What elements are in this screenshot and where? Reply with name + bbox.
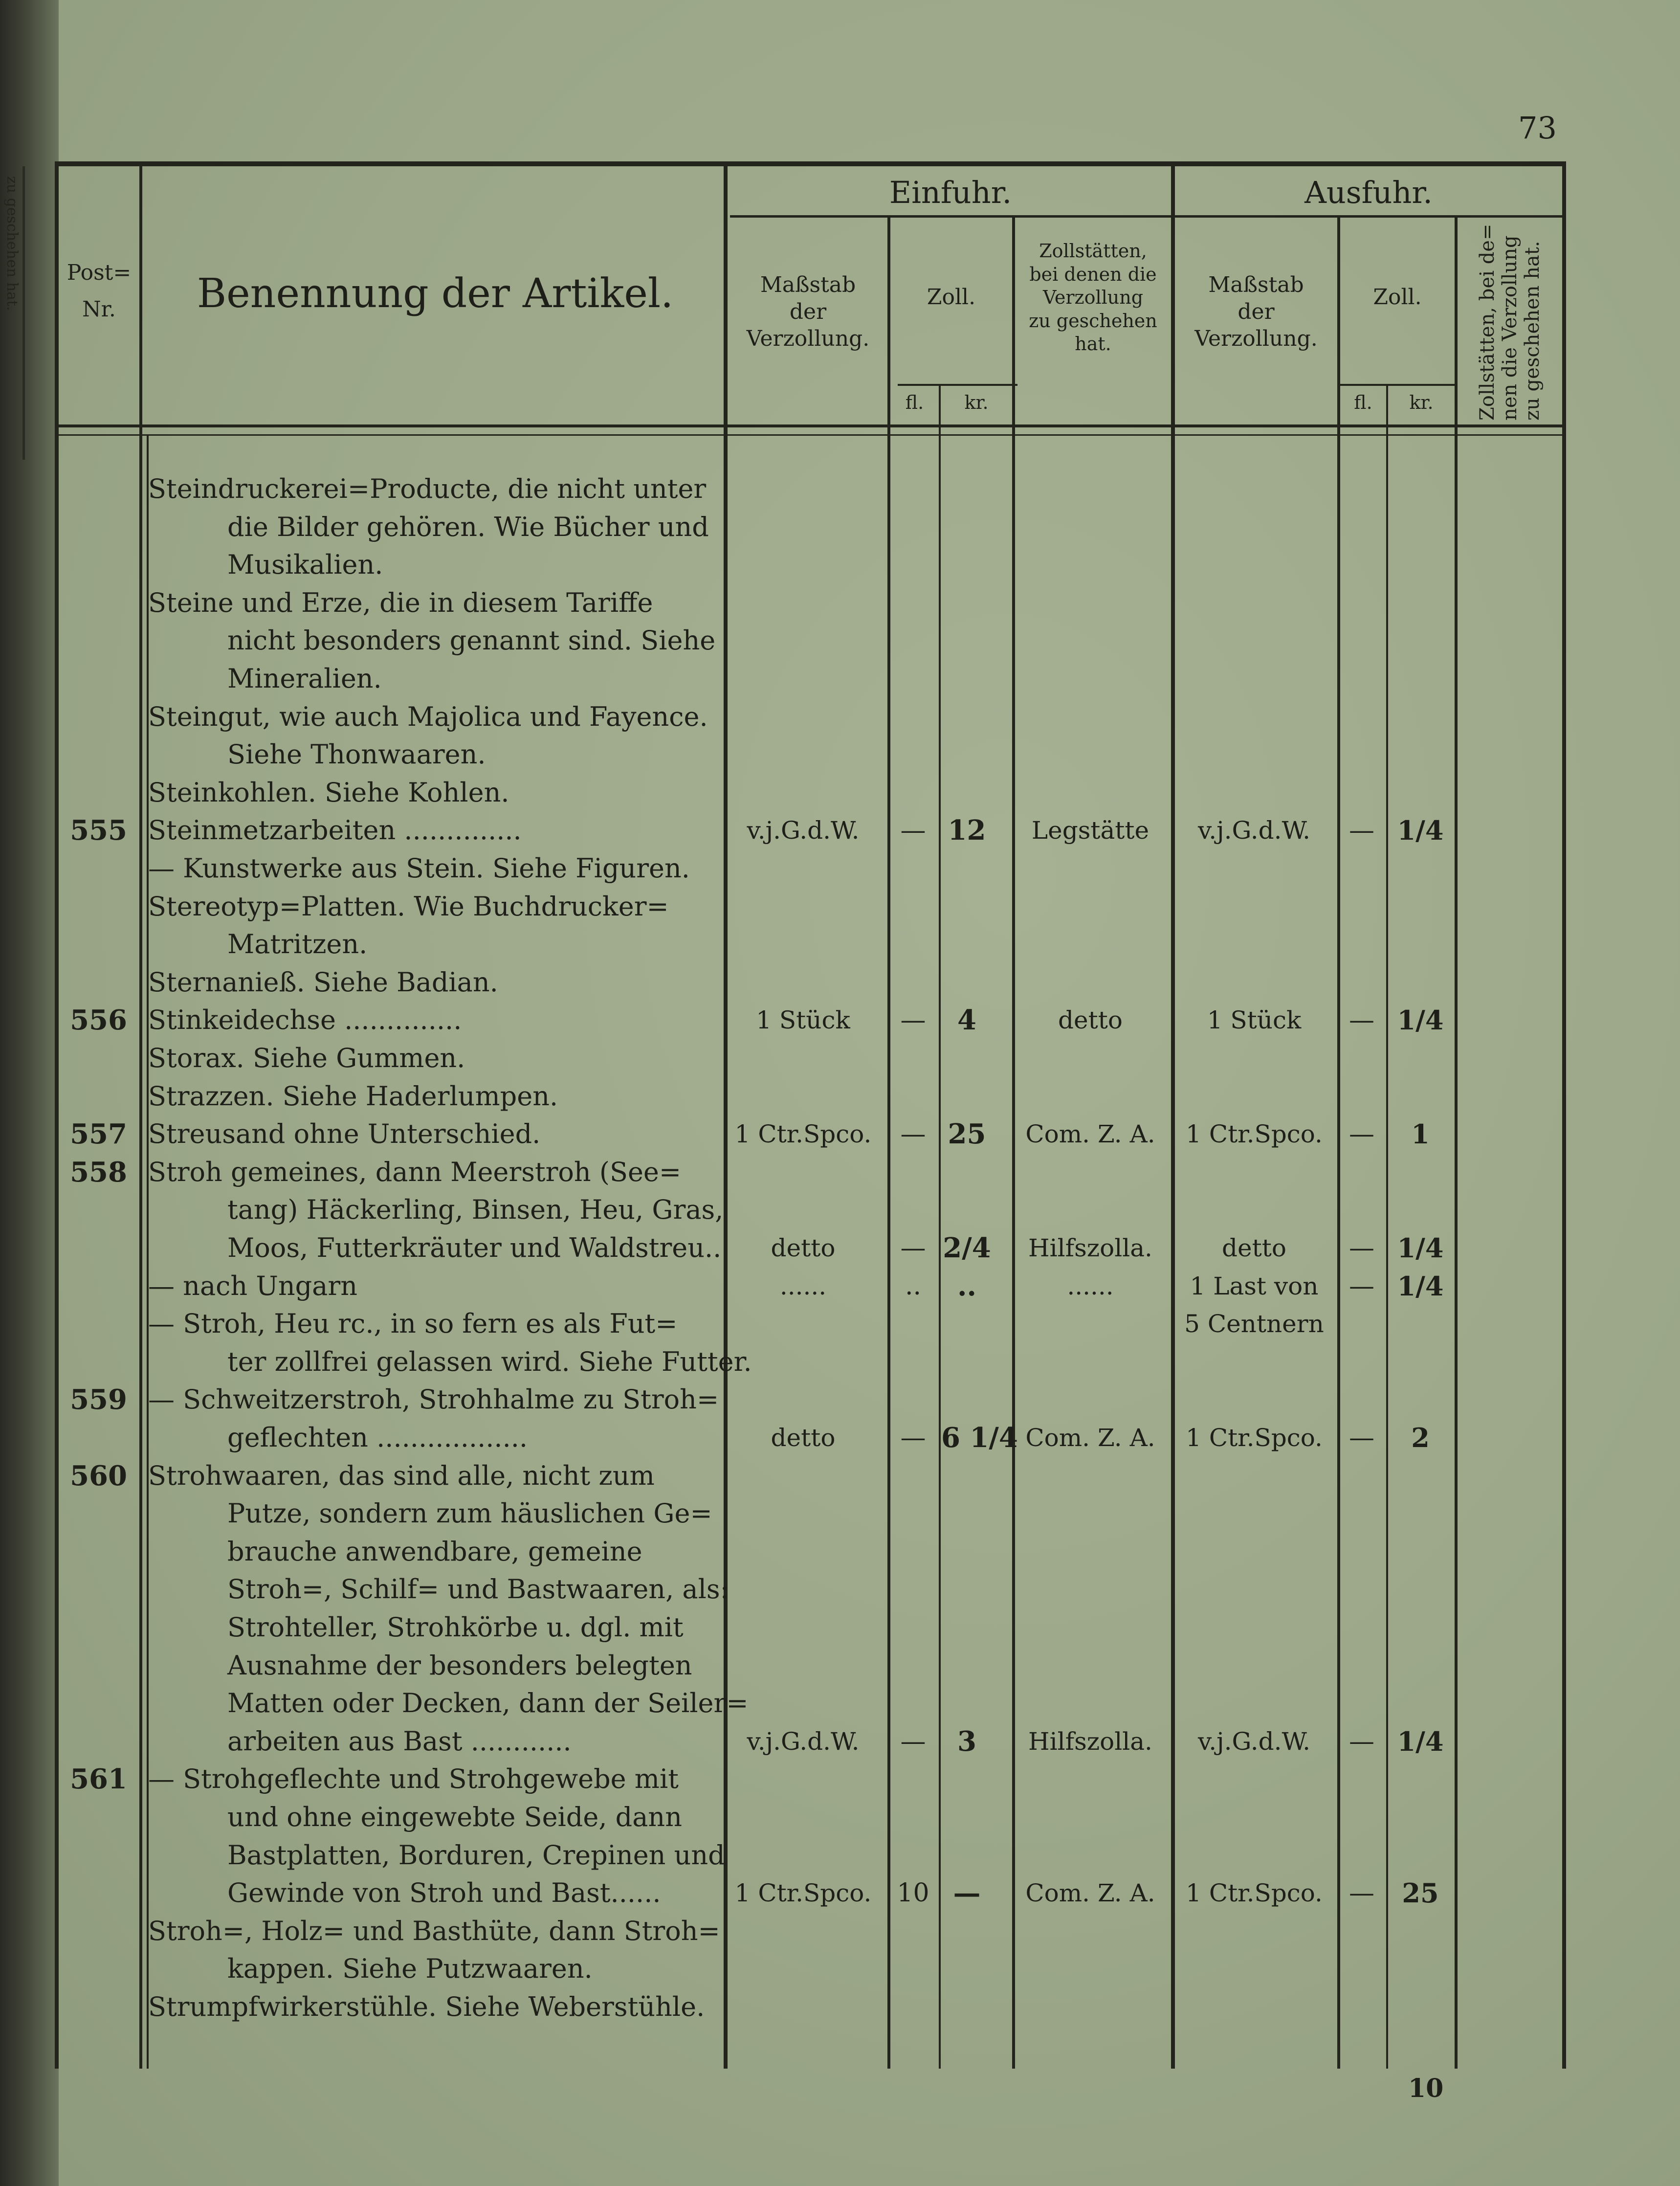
post-number — [0, 700, 127, 734]
a-massstab-line2: der — [1238, 299, 1275, 324]
a-zollstaetten-line2: nen die Verzollung — [1498, 235, 1521, 421]
table-row — [0, 1535, 1680, 1569]
article-name: kappen. Siehe Putzwaaren. — [227, 1953, 593, 1985]
post-number: 558 — [70, 1156, 127, 1188]
import-kr: — — [953, 1877, 981, 1910]
import-fl: — — [900, 1423, 926, 1452]
post-number — [0, 1345, 127, 1379]
table-row — [0, 1459, 1680, 1493]
table-row — [0, 1193, 1680, 1227]
import-kr: .. — [957, 1270, 976, 1302]
post-number — [0, 510, 127, 544]
export-kr: 1/4 — [1397, 1232, 1444, 1264]
massstab-header — [729, 271, 887, 352]
article-name: nicht besonders genannt sind. Siehe — [227, 625, 716, 656]
export-fl: — — [1349, 1233, 1374, 1263]
table-row — [0, 813, 1680, 848]
article-name: Steinmetzarbeiten .............. — [148, 815, 522, 846]
article-name: Mineralien. — [227, 663, 382, 694]
import-fl: — — [900, 1726, 926, 1756]
table-row — [0, 1155, 1680, 1189]
post-number — [0, 1686, 127, 1720]
import-kr: 2/4 — [943, 1232, 991, 1264]
article-name: Bastplatten, Borduren, Crepinen und — [227, 1839, 725, 1871]
table-row — [0, 624, 1680, 658]
table-row — [0, 1421, 1680, 1455]
export-kr: 2 — [1411, 1422, 1430, 1453]
article-name: tang) Häckerling, Binsen, Heu, Gras, — [227, 1194, 724, 1226]
massstab-line2: der — [789, 299, 827, 324]
table-row — [0, 776, 1680, 810]
fl-header: fl. — [905, 392, 924, 413]
zollstaetten-header — [1015, 240, 1171, 356]
benennung-header: Benennung der Artikel. — [197, 270, 674, 317]
table-row — [0, 1496, 1680, 1531]
article-name: und ohne eingewebte Seide, dann — [227, 1802, 682, 1832]
export-massstab: 1 Ctr.Spco. — [1186, 1424, 1323, 1452]
post-number — [0, 1269, 127, 1303]
article-name: Storax. Siehe Gummen. — [148, 1043, 465, 1073]
import-zollstaette: Legstätte — [1031, 816, 1149, 845]
article-name: Matten oder Decken, dann der Seiler= — [227, 1688, 749, 1719]
export-massstab: v.j.G.d.W. — [1197, 816, 1311, 845]
table-row — [0, 700, 1680, 734]
import-massstab: 1 Stück — [756, 1006, 850, 1035]
export-massstab: 1 Ctr.Spco. — [1186, 1879, 1323, 1908]
post-number — [0, 624, 127, 658]
article-name: Steinkohlen. Siehe Kohlen. — [148, 777, 509, 808]
article-name: Stroh gemeines, dann Meerstroh (See= — [148, 1156, 682, 1187]
zollstaetten-line2: bei denen die — [1029, 263, 1157, 285]
post-number — [0, 662, 127, 696]
table-row — [0, 1838, 1680, 1873]
post-number — [0, 776, 127, 810]
post-number — [0, 1838, 127, 1873]
import-massstab: detto — [771, 1234, 836, 1262]
export-fl: — — [1349, 1878, 1374, 1908]
import-zollstaette: Com. Z. A. — [1025, 1879, 1155, 1908]
table-row — [0, 1724, 1680, 1759]
article-name: Stroh=, Schilf= und Bastwaaren, als: — [227, 1574, 729, 1605]
article-name: Stinkeidechse .............. — [148, 1004, 462, 1036]
zollstaetten-line3: Verzollung — [1042, 287, 1144, 308]
table-row — [0, 1800, 1680, 1834]
article-name: Strohwaaren, das sind alle, nicht zum — [148, 1460, 655, 1491]
post-number — [0, 1041, 127, 1075]
a-massstab-line3: Verzollung. — [1194, 326, 1318, 351]
import-massstab: v.j.G.d.W. — [747, 1727, 860, 1756]
article-name: Moos, Futterkräuter und Waldstreu.. — [227, 1232, 722, 1263]
export-massstab: 1 Stück — [1207, 1006, 1302, 1035]
import-fl: .. — [905, 1271, 922, 1301]
export-kr: 1/4 — [1397, 1725, 1444, 1757]
import-zollstaette: Hilfszolla. — [1028, 1234, 1152, 1262]
article-name: ter zollfrei gelassen wird. Siehe Futter. — [227, 1346, 752, 1377]
table-row — [0, 1762, 1680, 1796]
export-fl: — — [1349, 1726, 1374, 1756]
article-name: Sternanieß. Siehe Badian. — [148, 966, 498, 998]
a-massstab-header — [1175, 271, 1337, 352]
article-name: — Schweitzerstroh, Strohhalme zu Stroh= — [148, 1384, 719, 1415]
table-row — [0, 1079, 1680, 1114]
post-number — [0, 927, 127, 961]
table-row — [0, 1003, 1680, 1037]
table-row — [0, 1610, 1680, 1645]
table-row — [0, 737, 1680, 772]
post-number — [0, 1193, 127, 1227]
page-number: 73 — [1518, 110, 1557, 146]
export-kr: 1 — [1411, 1118, 1430, 1150]
import-massstab: 1 Ctr.Spco. — [734, 1120, 872, 1149]
table-row — [0, 851, 1680, 886]
post-number — [0, 890, 127, 924]
post-number — [0, 1307, 127, 1341]
article-name: — Kunstwerke aus Stein. Siehe Figuren. — [148, 853, 690, 884]
article-name: Strazzen. Siehe Haderlumpen. — [148, 1080, 558, 1112]
export-fl: — — [1349, 1119, 1374, 1149]
import-fl: — — [900, 1233, 926, 1263]
a-zollstaetten-header — [1459, 220, 1560, 421]
post-number — [0, 1649, 127, 1683]
article-name: Gewinde von Stroh und Bast...... — [227, 1877, 661, 1909]
post-number — [0, 1231, 127, 1265]
table-row — [0, 662, 1680, 696]
post-nr-line1: Post= — [66, 260, 132, 285]
table-row — [0, 510, 1680, 544]
a-zollstaetten-line3: zu geschehen hat. — [1521, 241, 1544, 421]
einfuhr-ausfuhr-divider — [730, 215, 1566, 218]
zollstaetten-line4: zu geschehen — [1029, 310, 1157, 332]
post-number — [0, 1421, 127, 1455]
post-number: 559 — [70, 1383, 127, 1416]
table-top-border — [55, 161, 1566, 166]
import-kr: 6 1/4 — [941, 1422, 1018, 1454]
table-row — [0, 1990, 1680, 2024]
export-kr: 25 — [1402, 1877, 1439, 1909]
post-number — [0, 1914, 127, 1948]
import-zollstaette: Com. Z. A. — [1025, 1120, 1155, 1149]
table-row — [0, 1572, 1680, 1606]
post-number — [0, 548, 127, 582]
post-number — [0, 737, 127, 772]
article-name: geflechten .................. — [227, 1422, 528, 1453]
table-row — [0, 965, 1680, 1000]
article-name: Stroh=, Holz= und Basthüte, dann Stroh= — [148, 1915, 720, 1946]
export-massstab: v.j.G.d.W. — [1197, 1727, 1311, 1756]
post-number: 555 — [70, 814, 127, 847]
post-number: 556 — [70, 1004, 127, 1037]
post-number — [0, 1079, 127, 1114]
import-fl: — — [900, 816, 926, 846]
article-name: — Stroh, Heu rc., in so fern es als Fut= — [148, 1308, 678, 1339]
table-row — [0, 548, 1680, 582]
import-massstab: v.j.G.d.W. — [747, 816, 860, 845]
export-kr: 1/4 — [1397, 1270, 1444, 1302]
kr-header: kr. — [964, 392, 989, 413]
massstab-line1: Maßstab — [760, 272, 856, 297]
post-number — [0, 1496, 127, 1531]
table-row — [0, 1231, 1680, 1265]
import-fl: — — [900, 1119, 926, 1149]
a-zoll-subheader-line — [1340, 384, 1457, 386]
import-kr: 4 — [957, 1004, 976, 1037]
article-name: Strumpfwirkerstühle. Siehe Weberstühle. — [148, 1991, 705, 2022]
post-number — [0, 1990, 127, 2024]
export-fl: — — [1349, 1423, 1374, 1452]
export-kr: 1/4 — [1397, 1004, 1444, 1036]
article-name: Steine und Erze, die in diesem Tariffe — [148, 587, 653, 618]
table-row — [0, 1383, 1680, 1417]
zoll-subheader-line — [898, 384, 1017, 386]
massstab-line3: Verzollung. — [746, 326, 870, 351]
post-number — [0, 586, 127, 620]
import-massstab: detto — [771, 1424, 836, 1452]
table-row — [0, 1952, 1680, 1986]
article-name: Matritzen. — [227, 929, 368, 960]
export-fl: — — [1349, 816, 1374, 846]
table-row — [0, 1876, 1680, 1910]
table-row — [0, 1307, 1680, 1341]
zollstaetten-line1: Zollstätten, — [1039, 240, 1147, 262]
table-row — [0, 927, 1680, 961]
article-name: Musikalien. — [227, 549, 383, 580]
table-row — [0, 1041, 1680, 1075]
table-row — [0, 1117, 1680, 1151]
table-row — [0, 890, 1680, 924]
import-massstab: ...... — [779, 1271, 827, 1300]
zoll-header: Zoll. — [927, 285, 976, 310]
import-zollstaette: detto — [1058, 1006, 1123, 1035]
import-zollstaette: Hilfszolla. — [1028, 1727, 1152, 1756]
table-row — [0, 1649, 1680, 1683]
article-name: brauche anwendbare, gemeine — [227, 1536, 642, 1567]
export-kr: 1/4 — [1397, 815, 1444, 847]
ausfuhr-header: Ausfuhr. — [1304, 175, 1433, 210]
article-name: Stereotyp=Platten. Wie Buchdrucker= — [148, 891, 669, 922]
import-zollstaette: Com. Z. A. — [1025, 1424, 1155, 1452]
export-massstab: 5 Centnern — [1184, 1310, 1324, 1338]
post-number — [0, 1952, 127, 1986]
import-zollstaette: ...... — [1067, 1271, 1114, 1300]
import-fl: 10 — [897, 1878, 929, 1908]
import-kr: 25 — [948, 1118, 986, 1151]
export-fl: — — [1349, 1271, 1374, 1301]
a-zoll-header: Zoll. — [1373, 285, 1422, 310]
post-nr-line2: Nr. — [82, 297, 116, 322]
post-number — [0, 1800, 127, 1834]
article-name: Strohteller, Strohkörbe u. dgl. mit — [227, 1612, 684, 1643]
post-number — [0, 851, 127, 886]
article-name: Putze, sondern zum häuslichen Ge= — [227, 1498, 712, 1529]
export-fl: — — [1349, 1005, 1374, 1035]
a-fl-header: fl. — [1354, 392, 1372, 413]
table-row — [0, 1269, 1680, 1303]
article-name: die Bilder gehören. Wie Bücher und — [227, 511, 709, 542]
table-row — [0, 1345, 1680, 1379]
export-massstab: 1 Last von — [1190, 1271, 1319, 1300]
article-name: Steingut, wie auch Majolica und Fayence. — [148, 701, 708, 732]
a-zollstaetten-line1: Zollstätten, bei de= — [1476, 223, 1499, 421]
zollstaetten-line5: hat. — [1075, 333, 1111, 355]
import-kr: 3 — [957, 1725, 976, 1758]
a-kr-header: kr. — [1409, 392, 1434, 413]
export-massstab: detto — [1222, 1234, 1286, 1262]
import-kr: 12 — [948, 814, 986, 847]
post-number — [0, 965, 127, 1000]
einfuhr-header: Einfuhr. — [889, 175, 1012, 210]
post-number — [0, 1572, 127, 1606]
table-row — [0, 472, 1680, 506]
signature-mark: 10 — [1408, 2074, 1444, 2103]
import-fl: — — [900, 1005, 926, 1035]
post-number — [0, 1876, 127, 1910]
post-number — [0, 1724, 127, 1759]
post-number — [0, 1535, 127, 1569]
table-row — [0, 1914, 1680, 1948]
post-number: 561 — [70, 1763, 127, 1796]
article-name: Siehe Thonwaaren. — [227, 739, 486, 770]
article-name: Streusand ohne Unterschied. — [148, 1118, 541, 1150]
article-name: — Strohgeflechte und Strohgewebe mit — [148, 1763, 679, 1795]
a-massstab-line1: Maßstab — [1208, 272, 1304, 297]
article-name: — nach Ungarn — [148, 1270, 357, 1301]
post-number — [0, 1610, 127, 1645]
table-row — [0, 586, 1680, 620]
previous-page-stub-text: zu geschehen hat. — [3, 176, 21, 311]
table-row — [0, 1686, 1680, 1720]
post-number: 557 — [70, 1118, 127, 1151]
post-number: 560 — [70, 1459, 127, 1492]
import-massstab: 1 Ctr.Spco. — [734, 1879, 872, 1908]
article-name: Steindruckerei=Producte, die nicht unter — [148, 473, 707, 504]
export-massstab: 1 Ctr.Spco. — [1186, 1120, 1323, 1149]
article-name: Ausnahme der besonders belegten — [227, 1650, 692, 1681]
post-number — [0, 472, 127, 506]
article-name: arbeiten aus Bast ............ — [227, 1725, 572, 1757]
post-nr-header — [59, 259, 139, 323]
